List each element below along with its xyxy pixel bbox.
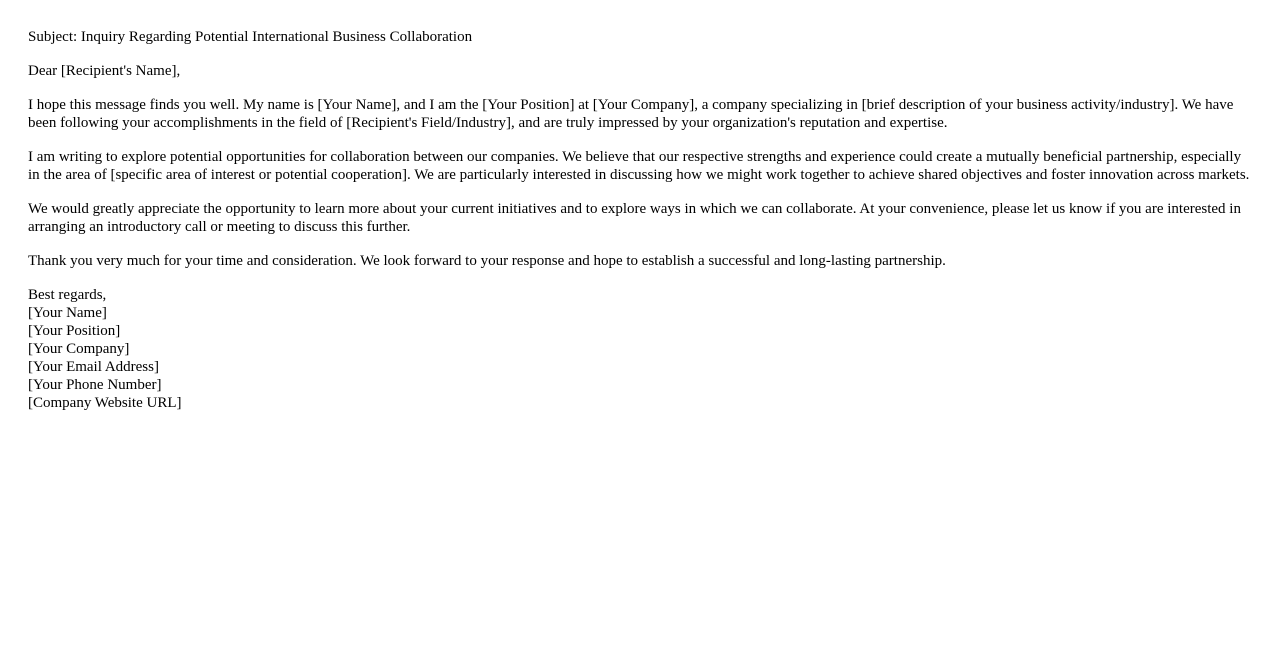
letter-greeting: Dear [Recipient's Name], (28, 63, 181, 79)
signature-email: [Your Email Address] (28, 359, 159, 375)
signature-phone: [Your Phone Number] (28, 377, 162, 393)
letter-paragraph-purpose: I am writing to explore potential opportunities for collaboration between our companies. We believe that our respective strengths and experience could create a mutually beneficial partnership, especially in the area of [specific area of interest or potential cooperation]. We are particularly interested in discussing how we might work together to achieve shared objectives and foster innovation across markets. (28, 149, 1250, 183)
letter-closing: Best regards, (28, 287, 107, 303)
signature-position: [Your Position] (28, 323, 121, 339)
signature-name: [Your Name] (28, 305, 107, 321)
letter-paragraph-thanks: Thank you very much for your time and consideration. We look forward to your response and hope to establish a successful and long-lasting partnership. (28, 253, 946, 269)
signature-company: [Your Company] (28, 341, 130, 357)
letter-subject: Subject: Inquiry Regarding Potential International Business Collaboration (28, 29, 473, 45)
signature-website: [Company Website URL] (28, 395, 182, 411)
letter-paragraph-intro: I hope this message finds you well. My name is [Your Name], and I am the [Your Position] at [Your Company], a company specializing in [brief description of your business activity/industry]. We have been following your accomplishments in the field of [Recipient's Field/Industry], and are truly impressed by your organization's reputation and expertise. (28, 97, 1234, 131)
letter-paragraph-request: We would greatly appreciate the opportunity to learn more about your current initiatives and to explore ways in which we can collaborate. At your convenience, please let us know if you are interested in arranging an introductory call or meeting to discuss this further. (28, 201, 1241, 235)
signature-block (28, 286, 1250, 412)
letter-body (28, 28, 1250, 428)
